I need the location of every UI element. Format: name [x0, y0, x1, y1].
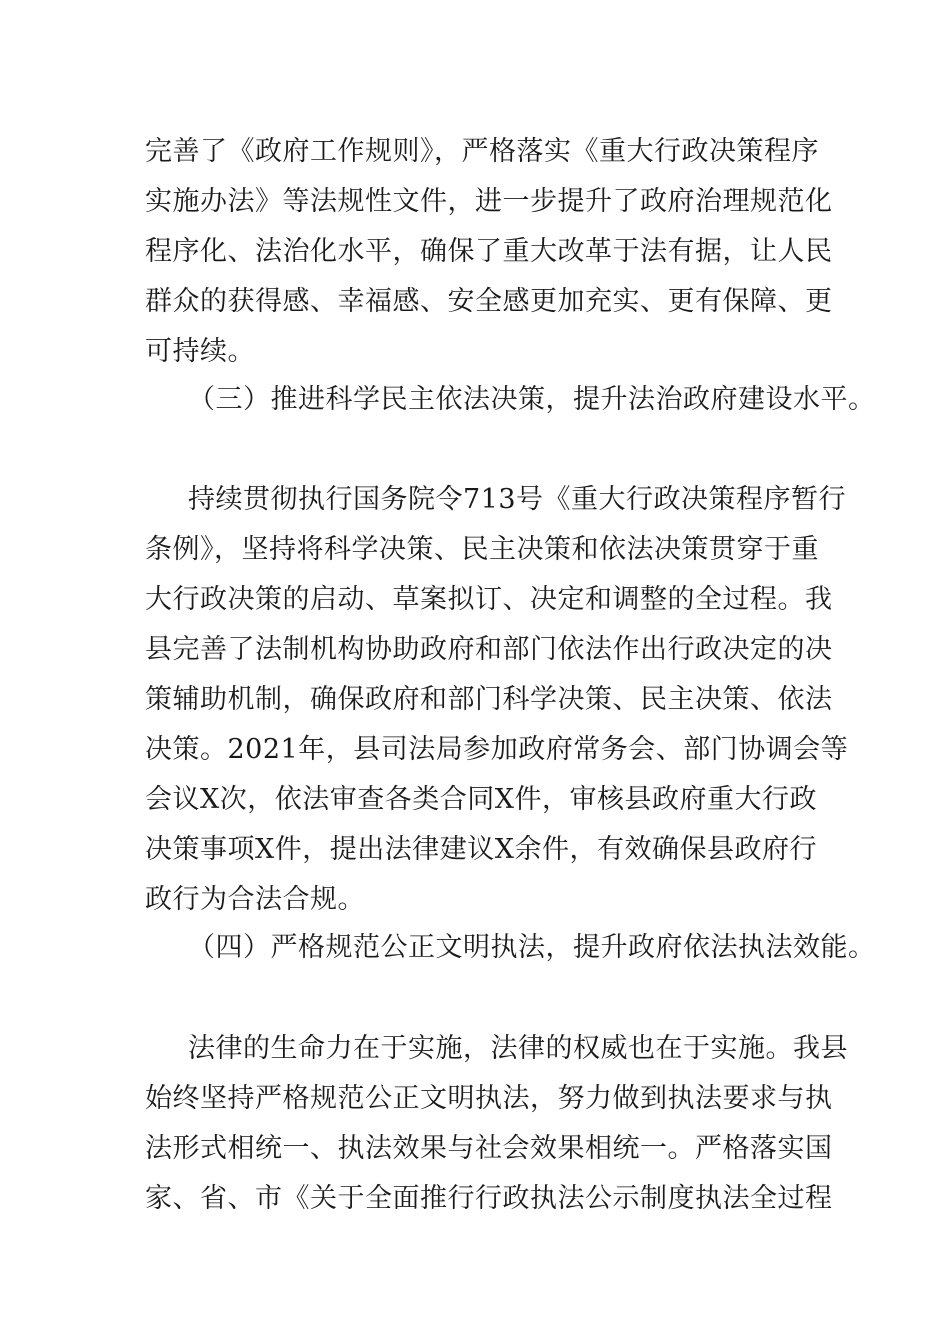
paragraph-1-line: 完善了《政府工作规则》，严格落实《重大行政决策程序 — [145, 136, 819, 167]
section-heading-3: （三）推进科学民主依法决策，提升法治政府建设水平。 — [188, 384, 876, 415]
section-heading-4: （四）严格规范公正文明执法，提升政府依法执法效能。 — [188, 932, 876, 963]
paragraph-3-line: 法形式相统一、执法效果与社会效果相统一。严格落实国 — [145, 1133, 833, 1164]
paragraph-2-line: 持续贯彻执行国务院令713号《重大行政决策程序暂行 — [188, 484, 847, 515]
paragraph-1-line: 实施办法》等法规性文件，进一步提升了政府治理规范化 — [145, 186, 833, 217]
paragraph-2-line: 决策事项X件，提出法律建议X余件，有效确保县政府行 — [145, 834, 817, 865]
paragraph-2-line: 会议X次，依法审查各类合同X件，审核县政府重大行政 — [145, 784, 817, 815]
paragraph-2-line: 决策。2021年，县司法局参加政府常务会、部门协调会等 — [145, 734, 849, 765]
paragraph-3-line: 家、省、市《关于全面推行行政执法公示制度执法全过程 — [145, 1183, 833, 1214]
paragraph-2-line: 政行为合法合规。 — [145, 884, 365, 915]
paragraph-1-line: 群众的获得感、幸福感、安全感更加充实、更有保障、更 — [145, 286, 833, 317]
paragraph-1-line: 可持续。 — [145, 336, 255, 367]
paragraph-2-line: 策辅助机制，确保政府和部门科学决策、民主决策、依法 — [145, 684, 833, 715]
paragraph-2-line: 县完善了法制机构协助政府和部门依法作出行政决定的决 — [145, 634, 833, 665]
paragraph-2-line: 条例》，坚持将科学决策、民主决策和依法决策贯穿于重 — [145, 534, 819, 565]
paragraph-1-line: 程序化、法治化水平，确保了重大改革于法有据，让人民 — [145, 236, 833, 267]
paragraph-3-line: 始终坚持严格规范公正文明执法，努力做到执法要求与执 — [145, 1083, 833, 1114]
paragraph-2-line: 大行政决策的启动、草案拟订、决定和调整的全过程。我 — [145, 584, 833, 615]
paragraph-3-line: 法律的生命力在于实施，法律的权威也在于实施。我县 — [188, 1033, 848, 1064]
